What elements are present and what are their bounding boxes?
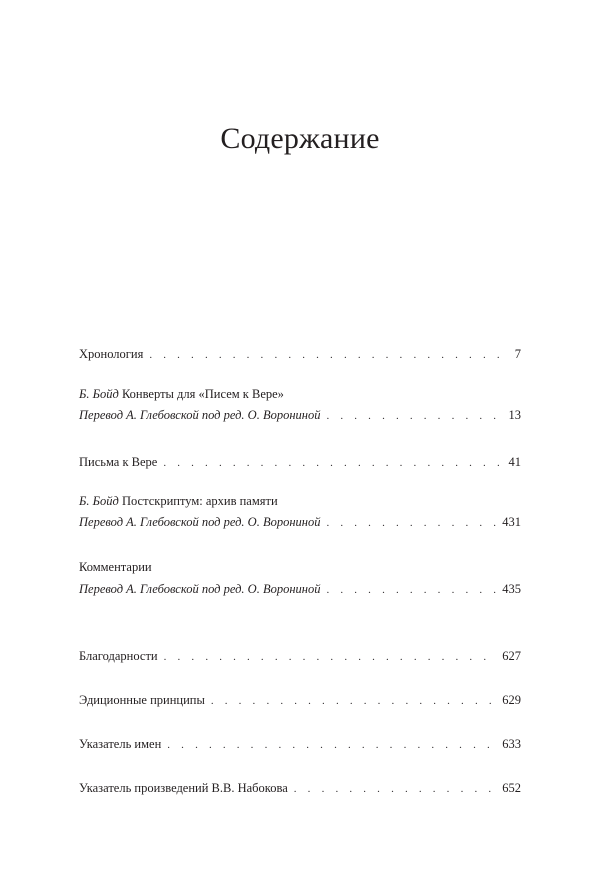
toc-page-number: 13 — [508, 408, 521, 422]
toc-entry-chronology[interactable] — [79, 346, 521, 363]
toc-entry-postscript-heading — [79, 493, 278, 509]
toc-entry-names-index[interactable] — [79, 736, 521, 753]
toc-entry-acknowledgements[interactable] — [79, 648, 521, 665]
dot-leader — [167, 737, 496, 753]
dot-leader — [164, 649, 497, 665]
toc-page-number: 652 — [502, 781, 521, 795]
toc-entry-postscript[interactable] — [79, 514, 521, 531]
toc-entry-translation: Перевод А. Глебовской под ред. О. Ворониной — [79, 515, 321, 529]
dot-leader — [149, 347, 508, 363]
toc-entry-translation: Перевод А. Глебовской под ред. О. Ворониной — [79, 582, 321, 596]
toc-entry-editorial[interactable] — [79, 692, 521, 709]
dot-leader — [326, 582, 496, 598]
toc-page-number: 627 — [502, 649, 521, 663]
toc-entry-works-index[interactable] — [79, 780, 521, 797]
toc-entry-title: Эдиционные принципы — [79, 693, 205, 707]
toc-page-number: 435 — [502, 582, 521, 596]
dot-leader — [163, 455, 502, 471]
toc-page-number: 629 — [502, 693, 521, 707]
toc-entry-title: Указатель произведений В.В. Набокова — [79, 781, 288, 795]
toc-entry-envelopes[interactable] — [79, 407, 521, 424]
toc-entry-comments-heading — [79, 559, 152, 575]
toc-entry-envelopes-heading — [79, 386, 284, 402]
dot-leader — [211, 693, 496, 709]
toc-page-number: 41 — [508, 455, 521, 469]
toc-entry-title: Комментарии — [79, 560, 152, 574]
toc-page-number: 431 — [502, 515, 521, 529]
toc-entry-author: Б. Бойд — [79, 494, 119, 508]
dot-leader — [294, 781, 496, 797]
toc-entry-author: Б. Бойд — [79, 387, 119, 401]
toc-entry-letters[interactable] — [79, 454, 521, 471]
toc-entry-title: Постскриптум: архив памяти — [118, 494, 278, 508]
toc-entry-title: Благодарности — [79, 649, 158, 663]
dot-leader — [326, 515, 496, 531]
toc-entry-comments[interactable] — [79, 581, 521, 598]
toc-page-number: 7 — [514, 347, 521, 361]
toc-entry-title: Хронология — [79, 347, 144, 361]
page-title: Содержание — [220, 122, 380, 155]
toc-entry-translation: Перевод А. Глебовской под ред. О. Ворониной — [79, 408, 321, 422]
toc-entry-title: Указатель имен — [79, 737, 162, 751]
toc-entry-title: Конверты для «Писем к Вере» — [118, 387, 284, 401]
toc-entry-title: Письма к Вере — [79, 455, 158, 469]
dot-leader — [326, 408, 502, 424]
toc-page-number: 633 — [502, 737, 521, 751]
